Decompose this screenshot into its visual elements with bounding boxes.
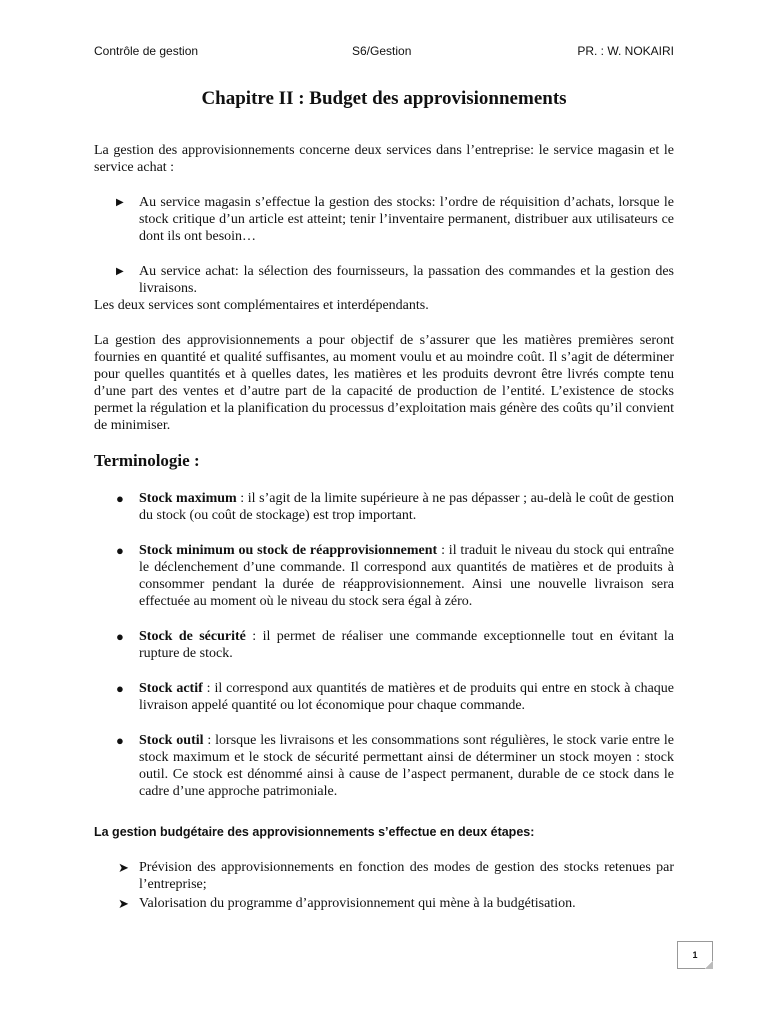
arrow-bullet-icon: ➤ bbox=[118, 860, 129, 875]
dot-bullet-icon: ● bbox=[116, 491, 124, 506]
list-item bbox=[94, 542, 674, 610]
term-definition: : lorsque les livraisons et les consommations sont régulières, le stock varie entre le stock maximum et le stock de sécurité permettant ainsi de déterminer un stock moyen : stock outil. Ce stock est dénommé ainsi à cause de l’aspect permanent, durable de ce stock dans le cadre d’une approche patrimoniale. bbox=[139, 733, 674, 799]
term-definition: : il permet de réaliser une commande exceptionnelle tout en évitant la rupture de stock. bbox=[139, 629, 675, 661]
complementary-sentence: Les deux services sont complémentaires et interdépendants. bbox=[94, 298, 429, 313]
chapter-title: Chapitre II : Budget des approvisionnements bbox=[201, 88, 567, 109]
page-number: 1 bbox=[692, 950, 698, 960]
dot-bullet-icon: ● bbox=[116, 629, 124, 644]
triangle-bullet-icon: ▶ bbox=[116, 266, 124, 277]
header-course: Contrôle de gestion bbox=[94, 44, 199, 58]
page-number-box bbox=[677, 941, 713, 969]
list-item: ➤ Prévision des approvisionnements en fonction des modes de gestion des stocks retenues par l’entreprise; bbox=[118, 860, 674, 892]
list-item bbox=[94, 490, 674, 524]
dot-bullet-icon: ● bbox=[116, 733, 124, 748]
header-professor: PR. : W. NOKAIRI bbox=[577, 44, 674, 58]
list-item: ➤ Valorisation du programme d’approvisionnement qui mène à la budgétisation. bbox=[118, 896, 576, 911]
page-fold-icon bbox=[705, 961, 713, 969]
steps-list bbox=[94, 859, 674, 912]
term-definition: : il correspond aux quantités de matières et de produits qui entre en stock à chaque livraison appelé quantité ou lot économique pour chaque commande. bbox=[139, 681, 674, 713]
term-definition: : il traduit le niveau du stock qui entraîne le déclenchement d’une commande. Il correspond aux quantités de matières et de produits à consommer pendant la durée de réapprovisionnement. Ainsi une nouvelle livraison sera effectuée au moment où le niveau du stock sera égal à zéro. bbox=[139, 543, 674, 609]
term-name: Stock outil bbox=[139, 733, 204, 748]
page-header bbox=[94, 44, 674, 62]
terminology-heading: Terminologie : bbox=[94, 451, 200, 470]
dot-bullet-icon: ● bbox=[116, 681, 124, 696]
term-name: Stock actif bbox=[139, 681, 203, 696]
triangle-bullet-icon: ▶ bbox=[116, 197, 124, 208]
list-item bbox=[94, 680, 674, 714]
terminology-list bbox=[94, 490, 674, 800]
list-item: ▶ Au service achat: la sélection des fournisseurs, la passation des commandes et la gestion des livraisons. bbox=[116, 264, 674, 296]
steps-heading: La gestion budgétaire des approvisionnements s’effectue en deux étapes: bbox=[94, 825, 535, 839]
objective-paragraph: La gestion des approvisionnements a pour objectif de s’assurer que les matières premières seront fournies en quantité et qualité suffisantes, au moment voulu et au moindre coût. Il s’agit de déterminer pour quelles quantités et à quelles dates, les matières et les produits devront être livrés compte tenu d’une part des ventes et d’autre part de la capacité de production de l’entité. L’existence de stocks permet la régulation et la planification du processus d’exploitation mais génère des coûts qu’il convient de minimiser. bbox=[94, 333, 674, 433]
list-item: ▶ Au service magasin s’effectue la gestion des stocks: l’ordre de réquisition d’achats, lorsque le stock critique d’un article est atteint; tenir l’inventaire permanent, distribuer aux utilisateurs ce dont ils ont besoin… bbox=[116, 195, 674, 244]
term-name: Stock maximum bbox=[139, 491, 237, 506]
document-body bbox=[94, 142, 674, 914]
intro-paragraph: La gestion des approvisionnements concerne deux services dans l’entreprise: le service magasin et le service achat : bbox=[94, 143, 674, 175]
arrow-bullet-icon: ➤ bbox=[118, 896, 129, 911]
term-name: Stock minimum ou stock de réapprovisionnement bbox=[139, 543, 438, 558]
term-definition: : il s’agit de la limite supérieure à ne pas dépasser ; au-delà le coût de gestion du stock (ou coût de stockage) est trop important. bbox=[139, 491, 674, 523]
list-item bbox=[94, 732, 674, 800]
list-item bbox=[94, 628, 674, 662]
header-semester: S6/Gestion bbox=[352, 44, 412, 58]
services-list bbox=[94, 194, 674, 297]
dot-bullet-icon: ● bbox=[116, 543, 124, 558]
term-name: Stock de sécurité bbox=[139, 629, 246, 644]
